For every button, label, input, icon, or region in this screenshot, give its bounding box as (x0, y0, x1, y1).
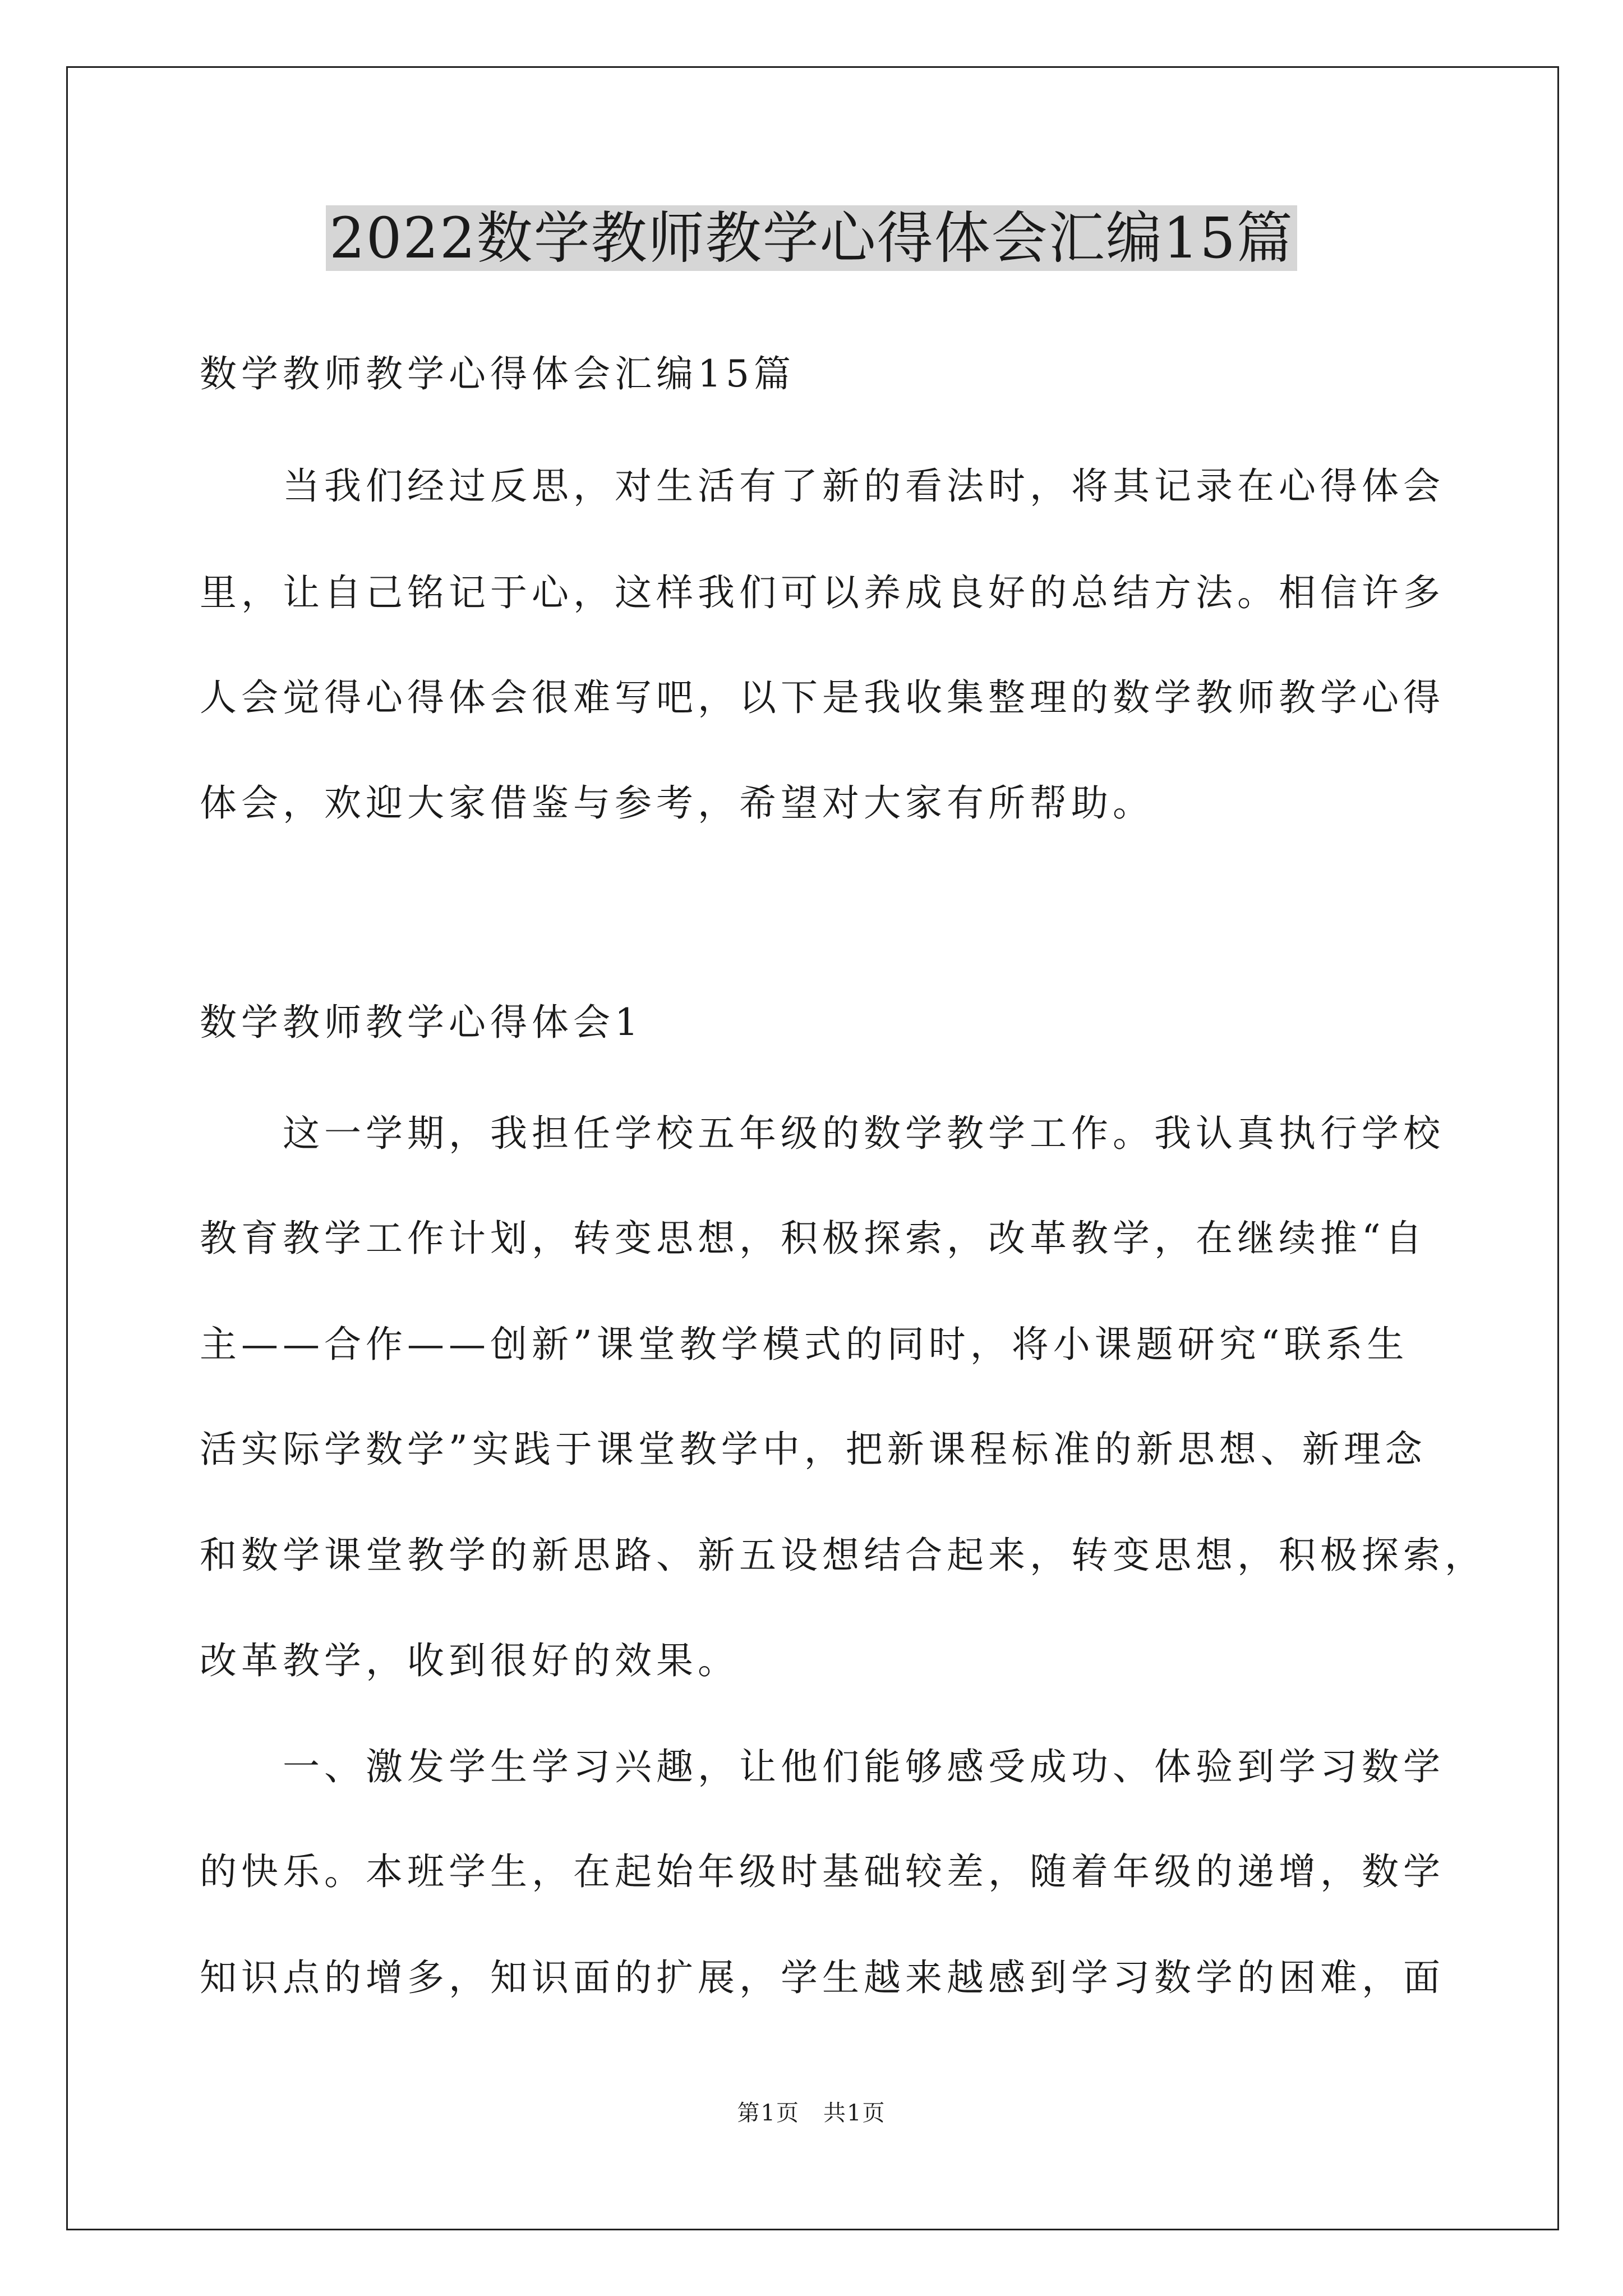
section-line-1: 这一学期，我担任学校五年级的数学教学工作。我认真执行学校 (283, 1112, 1445, 1155)
intro-line-3: 人会觉得心得体会很难写吧，以下是我收集整理的数学教师教学心得 (200, 676, 1445, 719)
intro-line-4: 体会，欢迎大家借鉴与参考，希望对大家有所帮助。 (200, 781, 1154, 825)
section-line-3: 主——合作——创新”课堂教学模式的同时，将小课题研究“联系生 (200, 1323, 1409, 1366)
intro-line-2: 里，让自己铭记于心，这样我们可以养成良好的总结方法。相信许多 (200, 571, 1445, 614)
intro-line-1: 当我们经过反思，对生活有了新的看法时，将其记录在心得体会 (283, 464, 1445, 508)
document-subtitle: 数学教师教学心得体会汇编15篇 (200, 352, 795, 395)
section-line-9: 知识点的增多，知识面的扩展，学生越来越感到学习数学的困难，面 (200, 1956, 1445, 1999)
section-line-2: 教育教学工作计划，转变思想，积极探索，改革教学，在继续推“自 (200, 1217, 1427, 1260)
section-line-4: 活实际学数学”实践于课堂教学中，把新课程标准的新思想、新理念 (200, 1428, 1427, 1471)
document-title (0, 202, 1623, 275)
section-line-8: 的快乐。本班学生，在起始年级时基础较差，随着年级的递增，数学 (200, 1850, 1445, 1893)
section-line-7: 一、激发学生学习兴趣，让他们能够感受成功、体验到学习数学 (283, 1745, 1445, 1788)
section-line-6: 改革教学，收到很好的效果。 (200, 1639, 739, 1682)
document-title-text: 2022数学教师教学心得体会汇编15篇 (326, 205, 1297, 271)
section-heading: 数学教师教学心得体会1 (200, 1001, 643, 1044)
page-footer: 第1页 共1页 (737, 2100, 886, 2126)
section-line-5: 和数学课堂教学的新思路、新五设想结合起来，转变思想，积极探索， (200, 1534, 1486, 1577)
